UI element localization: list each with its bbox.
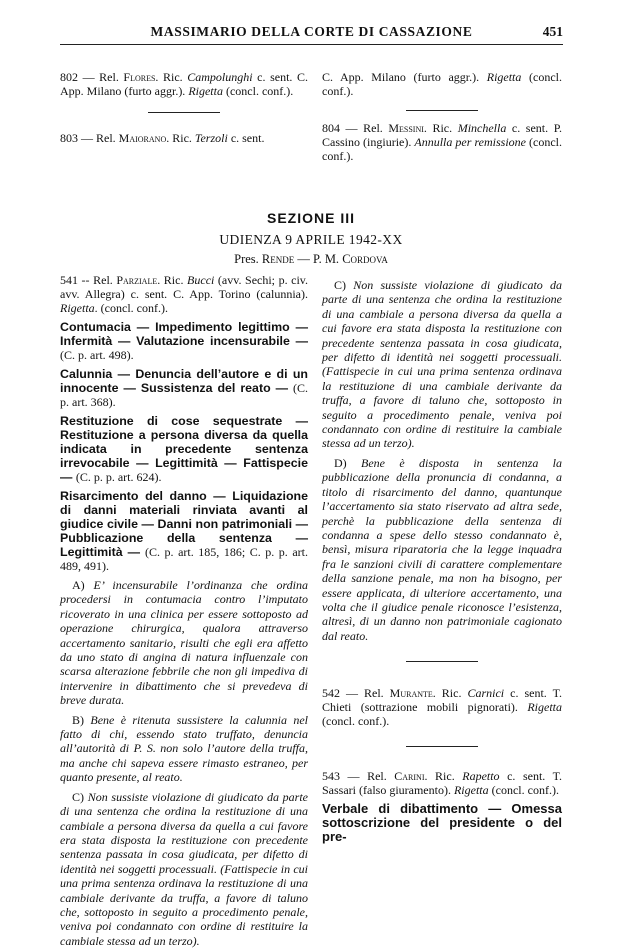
entry-543: 543 — Rel. Carini. Ric. Rapetto c. sent. T. Sassari (falso giuramento). Rigetta (concl. conf.).: [322, 769, 563, 798]
heading-restituzione: Restituzione di cose sequestrate — Restituzione a persona diversa da quella indicata in precedente sentenza irrevocabile — Legittimità — Fattispecie — (C. p. p. art. 624).: [60, 414, 308, 484]
entry-804: 804 — Rel. Messini. Ric. Minchella c. sent. P. Cassino (ingiurie). Annulla per remissione (concl. conf.).: [322, 121, 563, 163]
massima-c: C) Non sussiste violazione di giudicato da parte di una sentenza che ordina la restituzione di una cambiale a persona diversa da quella a cui favore era stata disposta la restituzione con precedente sentenza passata in cosa giudicata, per difetto di identità nei soggetti processuali. (Fattispecie in cui una prima sentenza ordinava la restituzione di una cambiale derivante da truffa, a favore di taluno che, sottoposto in seguito a procedimento penale, veniva poi condannato con ordine di restituire la cambiale stessa ad un terzo).: [322, 278, 563, 451]
top-left-column: [60, 70, 308, 145]
section-title: SEZIONE III: [266, 210, 355, 226]
divider-rule: [406, 746, 478, 747]
heading-verbale: Verbale di dibattimento — Omessa sottoscrizione del presidente o del pre-: [322, 801, 562, 845]
massima-d: D) Bene è disposta in sentenza la pubblicazione della pronuncia di condanna, a titolo di risarcimento del danno, quantunque l’accertamento sia stato riservato ad altra sede, perchè la pubblicazione della sentenza di condanna a spese dello stesso condannato è, bensì, misura riparatoria che la legge inquadra fra le sanzioni civili di carattere complementare della sanzione penale, ma non ha bisogno, per essere applicata, di ulteriore accertamento, una volta che il giudice penale riconosce l’esistenza, altresì, di un danno non patrimoniale cagionato dal reato.: [322, 455, 563, 643]
hearing-date: UDIENZA 9 APRILE 1942-XX: [219, 232, 403, 247]
massima-a: A) E’ incensurabile l’ordinanza che ordina procedersi in contumacia contro l’imputato ricoverato in una clinica per essere sottoposto ad operazione chirurgica, qualora attraverso accertamento sanitario, risulti che egli era affetto da uno stato di angina di natura influenzale con scarsa alterazione febbrile che non gli impediva di intervenire in dibattimento che si prevedeva di breve durata.: [60, 578, 309, 708]
divider-rule: [406, 110, 478, 111]
entry-541: 541 -- Rel. Parziale. Ric. Bucci (avv. Sechi; p. civ. avv. Allegra) c. sent. C. App. Torino (calunnia). Rigetta. (concl. conf.).: [60, 273, 309, 315]
entry-803-continued: C. App. Milano (furto aggr.). Rigetta (concl. conf.).: [322, 70, 563, 98]
entry-803: 803 — Rel. Maiorano. Ric. Terzoli c. sent.: [60, 131, 265, 145]
page-number: 451: [542, 24, 563, 39]
entry-542: 542 — Rel. Murante. Ric. Carnici c. sent. T. Chieti (sottrazione mobili pignorati). Rigetta (concl. conf.).: [322, 686, 563, 729]
divider-rule: [406, 661, 478, 662]
massima-c-start: C) Non sussiste violazione di giudicato da parte di una sentenza che ordina la restituzione di una cambiale a persona diversa da quella a cui favore era stata disposta la restituzione con precedente sentenza passata in cosa giudicata, per difetto di identità nei soggetti processuali. (Fattispecie in cui una prima sentenza ordinava la restituzione di una cambiale derivante da truffa, a favore di taluno che, sottoposto in seguito a procedimento penale, veniva poi condannato con ordine di restituire la cambiale stessa ad un terzo).: [60, 789, 308, 948]
entry-802: 802 — Rel. Flores. Ric. Campolunghi c. sent. C. App. Milano (furto aggr.). Rigetta (concl. conf.).: [60, 70, 308, 98]
running-head: [60, 22, 563, 45]
heading-calunnia: Calunnia — Denuncia dell’autore e di un innocente — Sussistenza del reato — (C. p. art. 368).: [60, 367, 308, 409]
heading-risarcimento: Risarcimento del danno — Liquidazione di danni materiali rinviata avanti al giudice civile — Danni non patrimoniali — Pubblicazione della sentenza — Legittimità — (C. p. art. 185, 186; C. p. p. art. 489, 491).: [60, 489, 308, 573]
massima-b: B) Bene è ritenuta sussistere la calunnia nel fatto di chi, essendo stato truffato, denuncia all’autorità di P. S. non solo l’autore della truffa, ma anche chi sapeva essere rimasto estraneo, per quanto presente, al reato.: [60, 712, 308, 785]
heading-contumacia: Contumacia — Impedimento legittimo — Infermità — Valutazione incensurabile — (C. p. art. 498).: [60, 320, 308, 362]
main-right-column: [322, 273, 562, 844]
divider-rule: [148, 112, 220, 113]
main-left-column: [60, 273, 309, 948]
top-right-column: [322, 70, 562, 163]
court-presidency: Pres. Rende — P. M. Cordova: [234, 252, 388, 266]
running-title: MASSIMARIO DELLA CORTE DI CASSAZIONE: [150, 24, 473, 39]
